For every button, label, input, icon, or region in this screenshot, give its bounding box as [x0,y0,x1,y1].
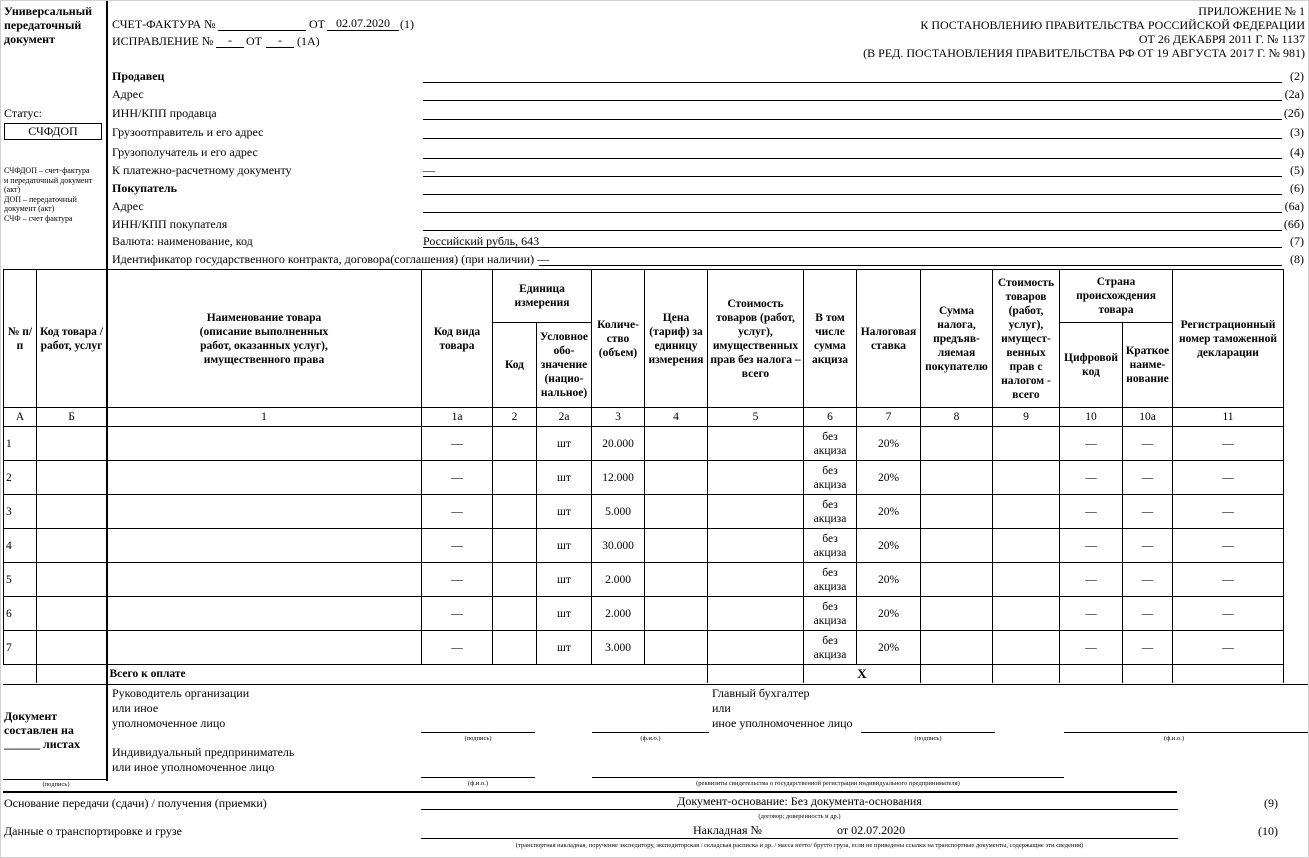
column-numbers-row: А Б 1 1а 2 2а 3 4 5 6 7 8 9 10 10а 11 [4,408,1284,427]
row-country-code: — [1060,597,1123,631]
party-line [423,230,1282,231]
th-tax: Сумма налога, предъяв-ляемая покупателю [921,270,993,408]
row-kind: — [422,563,493,597]
contract-label: Идентификатор государственного контракта, договора(соглашения) (при наличии) — [112,252,550,266]
accountant-sign-line [861,732,995,733]
row-rate: 20% [857,563,921,597]
row-kind: — [422,597,493,631]
row-declaration: — [1173,529,1284,563]
party-label: Валюта: наименование, код [112,234,253,248]
row-country-code: — [1060,563,1123,597]
row-declaration: — [1173,631,1284,665]
th-price: Цена (тариф) за единицу измерения [645,270,708,408]
accountant-label: Главный бухгалтер или иное уполномоченное лицо [712,686,853,730]
head-fio-caption: (ф.и.о.) [640,735,661,742]
row-unit: шт [537,461,592,495]
head-sign-caption: (подпись) [464,735,492,742]
row-number: 3 [4,495,37,529]
total-label: Всего к оплате [107,665,708,683]
row-country-name: — [1123,631,1173,665]
ip-cert-caption: (реквизиты свидетельства о государственной регистрации индивидуального предпринимателя) [696,780,960,787]
party-line [423,138,1282,139]
party-line [423,247,1282,248]
party-line [423,82,1282,83]
basis-ref: (9) [1264,796,1278,810]
row-declaration: — [1173,461,1284,495]
party-ref: (2а) [1284,87,1304,101]
ip-cert-line [592,777,1064,778]
row-country-name: — [1123,461,1173,495]
total-row [4,665,1284,683]
th-kind: Код вида товара [422,270,493,408]
table-row [4,495,1284,529]
table-row [4,631,1284,665]
status-value: СЧФДОП [4,123,102,140]
row-unit: шт [537,597,592,631]
th-country: Страна происхождения товара [1060,270,1173,323]
row-kind: — [422,495,493,529]
th-country-name: Краткое наиме-нование [1123,323,1173,408]
party-ref: (6б) [1283,217,1304,231]
row-kind: — [422,529,493,563]
transport-ref: (10) [1258,824,1278,838]
row-excise: без акциза [804,563,857,597]
table-bottom-line [3,684,1308,685]
party-ref: (2б) [1283,106,1304,120]
row-unit: шт [537,563,592,597]
transport-label: Данные о транспортировке и грузе [4,824,182,838]
party-line [423,119,1282,120]
th-unit-code: Код [493,323,537,408]
row-qty: 3.000 [592,631,645,665]
invoice-line: СЧЕТ-ФАКТУРА № [112,17,216,31]
row-number: 2 [4,461,37,495]
waybill-date: от 02.07.2020 [837,823,906,837]
row-number: 5 [4,563,37,597]
row-country-code: — [1060,529,1123,563]
party-label: К платежно-расчетному документу [112,163,292,177]
party-ref: (7) [1290,234,1304,248]
th-unit-symbol: Условное обо-значение (нацио-нальное) [537,323,592,408]
contract-ref: (8) [1290,252,1304,266]
accountant-fio-caption: (ф.и.о.) [1163,735,1185,742]
th-cost-without-tax: Стоимость товаров (работ, услуг), имущественных прав без налога – всего [708,270,804,408]
row-kind: — [422,631,493,665]
row-kind: — [422,461,493,495]
party-label: Адрес [112,87,144,101]
invoice-from-label: ОТ [309,17,325,31]
party-label: Грузоотправитель и его адрес [112,125,264,139]
th-customs: Регистрационный номер таможенной декларации [1173,270,1284,408]
party-label: Адрес [112,199,144,213]
row-unit: шт [537,631,592,665]
th-code: Код товара /работ, услуг [37,270,107,408]
basis-caption: (договор; доверенность и др.) [758,813,841,820]
transport-caption: (транспортная накладная, поручение экспедитору, экспедиторская / складская расписка и др. / масса нетто/ брутто груза, если не приведены ссылки на транспортные документы, содержащие эти сведения) [515,842,1084,849]
waybill-label: Накладная № [693,823,762,837]
table-row [4,529,1284,563]
th-cost-with-tax: Стоимость товаров (работ, услуг), имущест-венных прав с налогом - всего [993,270,1060,408]
party-ref: (4) [1290,145,1304,159]
party-line [423,194,1282,195]
th-num: № п/п [4,270,37,408]
row-country-name: — [1123,597,1173,631]
invoice-number-line [218,30,306,31]
row-qty: 2.000 [592,563,645,597]
table-separator [106,269,108,781]
row-number: 6 [4,597,37,631]
header-separator [106,1,108,269]
party-label: Грузополучатель и его адрес [112,145,258,159]
basis-line [421,809,1178,810]
party-ref: (6) [1290,181,1304,195]
row-excise: без акциза [804,461,857,495]
accountant-fio-line [1064,732,1308,733]
row-country-code: — [1060,427,1123,461]
row-declaration: — [1173,495,1284,529]
row-excise: без акциза [804,427,857,461]
correction-label: ИСПРАВЛЕНИЕ № [112,34,214,48]
th-name: Наименование товара (описание выполненных работ, оказанных услуг), имущественного права [107,270,422,408]
ip-fio-caption: (ф.и.о.) [467,780,489,787]
party-line [423,100,1282,101]
th-qty: Количе-ство (объем) [592,270,645,408]
correction-ref: (1А) [297,34,320,48]
accountant-sign-caption: (подпись) [914,735,942,742]
sheets-sign-caption: (подпись) [42,781,70,788]
row-unit: шт [537,495,592,529]
row-country-name: — [1123,495,1173,529]
row-declaration: — [1173,563,1284,597]
row-number: 7 [4,631,37,665]
row-excise: без акциза [804,631,857,665]
party-ref: (6а) [1284,199,1304,213]
row-kind: — [422,427,493,461]
table-row [4,597,1284,631]
row-country-code: — [1060,631,1123,665]
row-qty: 12.000 [592,461,645,495]
row-rate: 20% [857,597,921,631]
row-rate: 20% [857,631,921,665]
ip-sign-line [421,777,535,778]
invoice-ref: (1) [400,17,414,31]
row-qty: 5.000 [592,495,645,529]
row-declaration: — [1173,427,1284,461]
entrepreneur-label: Индивидуальный предприниматель или иное уполномоченное лицо [112,745,295,774]
basis-value: Документ-основание: Без документа-основания [677,794,922,808]
basis-label: Основание передачи (сдачи) / получения (приемки) [4,796,267,810]
party-ref: (2) [1290,69,1304,83]
row-rate: 20% [857,495,921,529]
row-number: 4 [4,529,37,563]
party-line [423,158,1282,159]
row-qty: 30.000 [592,529,645,563]
table-row [4,563,1284,597]
doc-type-title: Универсальный передаточный документ [4,4,92,46]
row-country-name: — [1123,427,1173,461]
table-row [4,461,1284,495]
correction-date: - [266,34,294,48]
row-excise: без акциза [804,597,857,631]
doc-sheets: Документ составлен на ______ листах [4,709,81,751]
th-rate: Налоговая ставка [857,270,921,408]
head-signer-label: Руководитель организации или иное уполномоченное лицо [112,686,250,730]
row-declaration: — [1173,597,1284,631]
party-label: Покупатель [112,181,177,195]
row-rate: 20% [857,427,921,461]
contract-line [539,265,1282,266]
row-excise: без акциза [804,529,857,563]
party-ref: (5) [1290,163,1304,177]
goods-table [3,269,1284,683]
row-country-code: — [1060,461,1123,495]
party-label: ИНН/КПП покупателя [112,217,228,231]
row-country-code: — [1060,495,1123,529]
party-ref: (3) [1290,125,1304,139]
row-country-name: — [1123,529,1173,563]
head-fio-line [592,732,709,733]
row-country-name: — [1123,563,1173,597]
row-qty: 20.000 [592,427,645,461]
th-country-code: Цифровой код [1060,323,1123,408]
appendix-note: ПРИЛОЖЕНИЕ № 1 К ПОСТАНОВЛЕНИЮ ПРАВИТЕЛЬСТВА РОССИЙСКОЙ ФЕДЕРАЦИИ ОТ 26 ДЕКАБРЯ 2011 Г. № 1137 (В РЕД. ПОСТАНОВЛЕНИЯ ПРАВИТЕЛЬСТВА РФ ОТ 19 АВГУСТА 2017 Г. № 981) [863,4,1305,60]
transfer-separator [3,791,1177,793]
row-excise: без акциза [804,495,857,529]
row-rate: 20% [857,461,921,495]
party-line [423,176,1282,177]
th-unit: Единица измерения [493,270,592,323]
row-unit: шт [537,427,592,461]
row-rate: 20% [857,529,921,563]
row-unit: шт [537,529,592,563]
sheets-sign-line [3,779,106,780]
row-qty: 2.000 [592,597,645,631]
status-legend: СЧФДОП – счет-фактура и передаточный документ (акт) ДОП – передаточный документ (акт) СЧФ – счет фактура [4,166,93,223]
head-sign-line [421,732,535,733]
invoice-date: 02.07.2020 [327,17,399,31]
party-label: Продавец [112,69,165,83]
party-value: Российский рубль, 643 [423,234,540,248]
total-excise: Х [804,665,921,683]
th-excise: В том числе сумма акциза [804,270,857,408]
party-line [423,212,1282,213]
transport-line [421,838,1178,839]
status-label: Статус: [4,106,42,120]
party-value: — [423,163,435,177]
correction-from-label: ОТ [246,34,262,48]
party-label: ИНН/КПП продавца [112,106,217,120]
correction-number: - [216,34,244,48]
row-number: 1 [4,427,37,461]
table-row [4,427,1284,461]
